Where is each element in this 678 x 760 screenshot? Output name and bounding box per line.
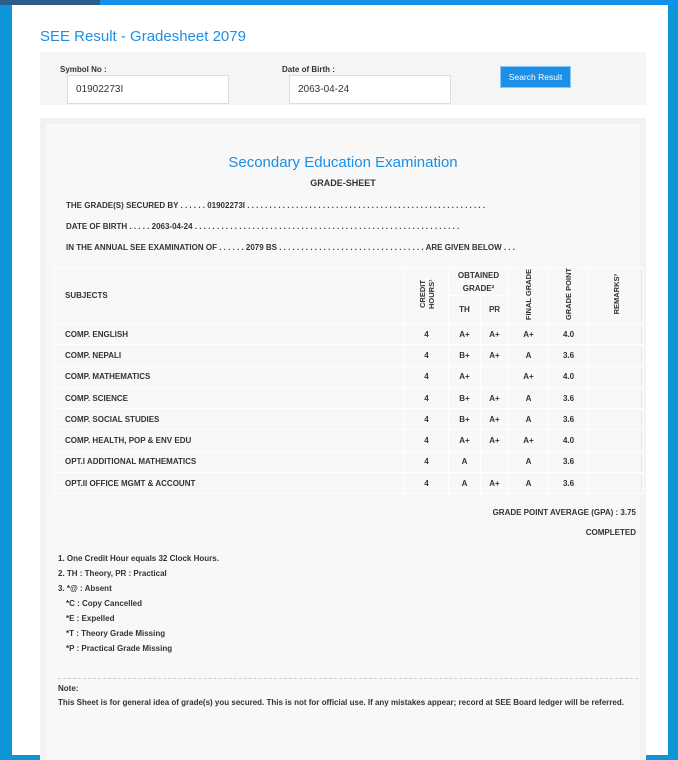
grade-sheet	[40, 118, 646, 760]
cell-remarks	[589, 387, 644, 408]
col-obtained-grade: OBTAINED GRADE²	[449, 268, 509, 296]
cell-pr: A+	[481, 409, 509, 430]
cell-final: A+	[509, 366, 549, 387]
cell-subject: OPT.I ADDITIONAL MATHEMATICS	[55, 451, 405, 472]
cell-th: A+	[449, 324, 481, 345]
footnote: *E : Expelled	[66, 614, 115, 623]
table-row	[55, 366, 644, 387]
cell-subject: OPT.II OFFICE MGMT & ACCOUNT	[55, 473, 405, 494]
col-final-grade: FINAL GRADE	[524, 268, 533, 321]
table-row	[55, 430, 644, 451]
cell-remarks	[589, 324, 644, 345]
dob-label: Date of Birth :	[282, 65, 335, 74]
table-row	[55, 473, 644, 494]
cell-subject: COMP. MATHEMATICS	[55, 366, 405, 387]
cell-final: A+	[509, 430, 549, 451]
main-container	[12, 5, 668, 755]
page-title: SEE Result - Gradesheet 2079	[40, 28, 246, 45]
sheet-heading: Secondary Education Examination	[228, 154, 458, 171]
cell-final: A	[509, 387, 549, 408]
footnote: *P : Practical Grade Missing	[66, 644, 173, 653]
cell-final: A	[509, 473, 549, 494]
footnote: 2. TH : Theory, PR : Practical	[58, 569, 167, 578]
cell-pr: A+	[481, 473, 509, 494]
cell-final: A	[509, 409, 549, 430]
col-grade-point: GRADE POINT	[564, 268, 573, 321]
cell-credit: 4	[405, 366, 449, 387]
cell-pr: A+	[481, 324, 509, 345]
cell-credit: 4	[405, 409, 449, 430]
dob-line: DATE OF BIRTH . . . . . 2063-04-24 . . . . . . . . . . . . . . . . . . . . . . . . . . . . . . . . . . . . . . . . . . . . . . . . . . . . . . . . . . . .	[66, 222, 460, 231]
footnotes	[58, 551, 219, 656]
search-form	[40, 52, 646, 105]
cell-remarks	[589, 430, 644, 451]
cell-credit: 4	[405, 473, 449, 494]
cell-remarks	[589, 366, 644, 387]
result-status: COMPLETED	[585, 528, 636, 537]
cell-point: 3.6	[549, 473, 589, 494]
footnote: *C : Copy Cancelled	[66, 599, 143, 608]
secured-by-line: THE GRADE(S) SECURED BY . . . . . . 01902273I . . . . . . . . . . . . . . . . . . . . . . . . . . . . . . . . . . . . . . . . . . . . . . . . . . . . . .	[66, 201, 486, 210]
cell-credit: 4	[405, 345, 449, 366]
cell-point: 3.6	[549, 387, 589, 408]
dob-input[interactable]	[289, 75, 451, 104]
note-text: This Sheet is for general idea of grade(s) you secured. This is not for official use. If any mistakes appear; record at SEE Board ledger will be referred.	[58, 698, 624, 707]
table-row	[55, 387, 644, 408]
cell-subject: COMP. NEPALI	[55, 345, 405, 366]
col-th: TH	[449, 296, 481, 324]
cell-point: 3.6	[549, 345, 589, 366]
cell-credit: 4	[405, 451, 449, 472]
cell-subject: COMP. SCIENCE	[55, 387, 405, 408]
cell-th: B+	[449, 387, 481, 408]
sheet-subheading: GRADE-SHEET	[310, 178, 376, 188]
cell-pr: A+	[481, 345, 509, 366]
table-row	[55, 345, 644, 366]
cell-credit: 4	[405, 387, 449, 408]
cell-point: 4.0	[549, 430, 589, 451]
cell-credit: 4	[405, 324, 449, 345]
footnote: 1. One Credit Hour equals 32 Clock Hours.	[58, 554, 219, 563]
exam-line: IN THE ANNUAL SEE EXAMINATION OF . . . . . . 2079 BS . . . . . . . . . . . . . . . . . . . . . . . . . . . . . . . . . ARE GIVEN BELOW . . .	[66, 243, 515, 252]
cell-th: A	[449, 451, 481, 472]
cell-th: A	[449, 473, 481, 494]
note-label: Note:	[58, 684, 79, 693]
divider	[58, 678, 638, 679]
cell-point: 3.6	[549, 451, 589, 472]
grades-table	[54, 267, 644, 494]
cell-pr: A+	[481, 430, 509, 451]
cell-remarks	[589, 409, 644, 430]
cell-th: A+	[449, 430, 481, 451]
cell-final: A+	[509, 324, 549, 345]
cell-th: B+	[449, 409, 481, 430]
cell-subject: COMP. ENGLISH	[55, 324, 405, 345]
cell-subject: COMP. SOCIAL STUDIES	[55, 409, 405, 430]
search-result-button[interactable]: Search Result	[500, 66, 571, 88]
col-pr: PR	[481, 296, 509, 324]
cell-final: A	[509, 345, 549, 366]
cell-remarks	[589, 473, 644, 494]
gpa-text: GRADE POINT AVERAGE (GPA) : 3.75	[492, 508, 636, 517]
cell-credit: 4	[405, 430, 449, 451]
table-row	[55, 409, 644, 430]
note	[58, 682, 628, 710]
cell-th: B+	[449, 345, 481, 366]
cell-point: 4.0	[549, 366, 589, 387]
cell-pr: A+	[481, 387, 509, 408]
cell-point: 4.0	[549, 324, 589, 345]
cell-final: A	[509, 451, 549, 472]
cell-pr	[481, 366, 509, 387]
cell-th: A+	[449, 366, 481, 387]
table-row	[55, 451, 644, 472]
symbol-label: Symbol No :	[60, 65, 107, 74]
cell-remarks	[589, 451, 644, 472]
cell-subject: COMP. HEALTH, POP & ENV EDU	[55, 430, 405, 451]
col-credit-hours: CREDIT HOURS¹	[417, 279, 436, 310]
col-remarks: REMARKS³	[611, 274, 621, 315]
symbol-input[interactable]	[67, 75, 229, 104]
cell-point: 3.6	[549, 409, 589, 430]
col-subjects: SUBJECTS	[55, 268, 405, 324]
table-row	[55, 324, 644, 345]
cell-remarks	[589, 345, 644, 366]
footnote: *T : Theory Grade Missing	[66, 629, 166, 638]
footnote: 3. *@ : Absent	[58, 584, 112, 593]
cell-pr	[481, 451, 509, 472]
